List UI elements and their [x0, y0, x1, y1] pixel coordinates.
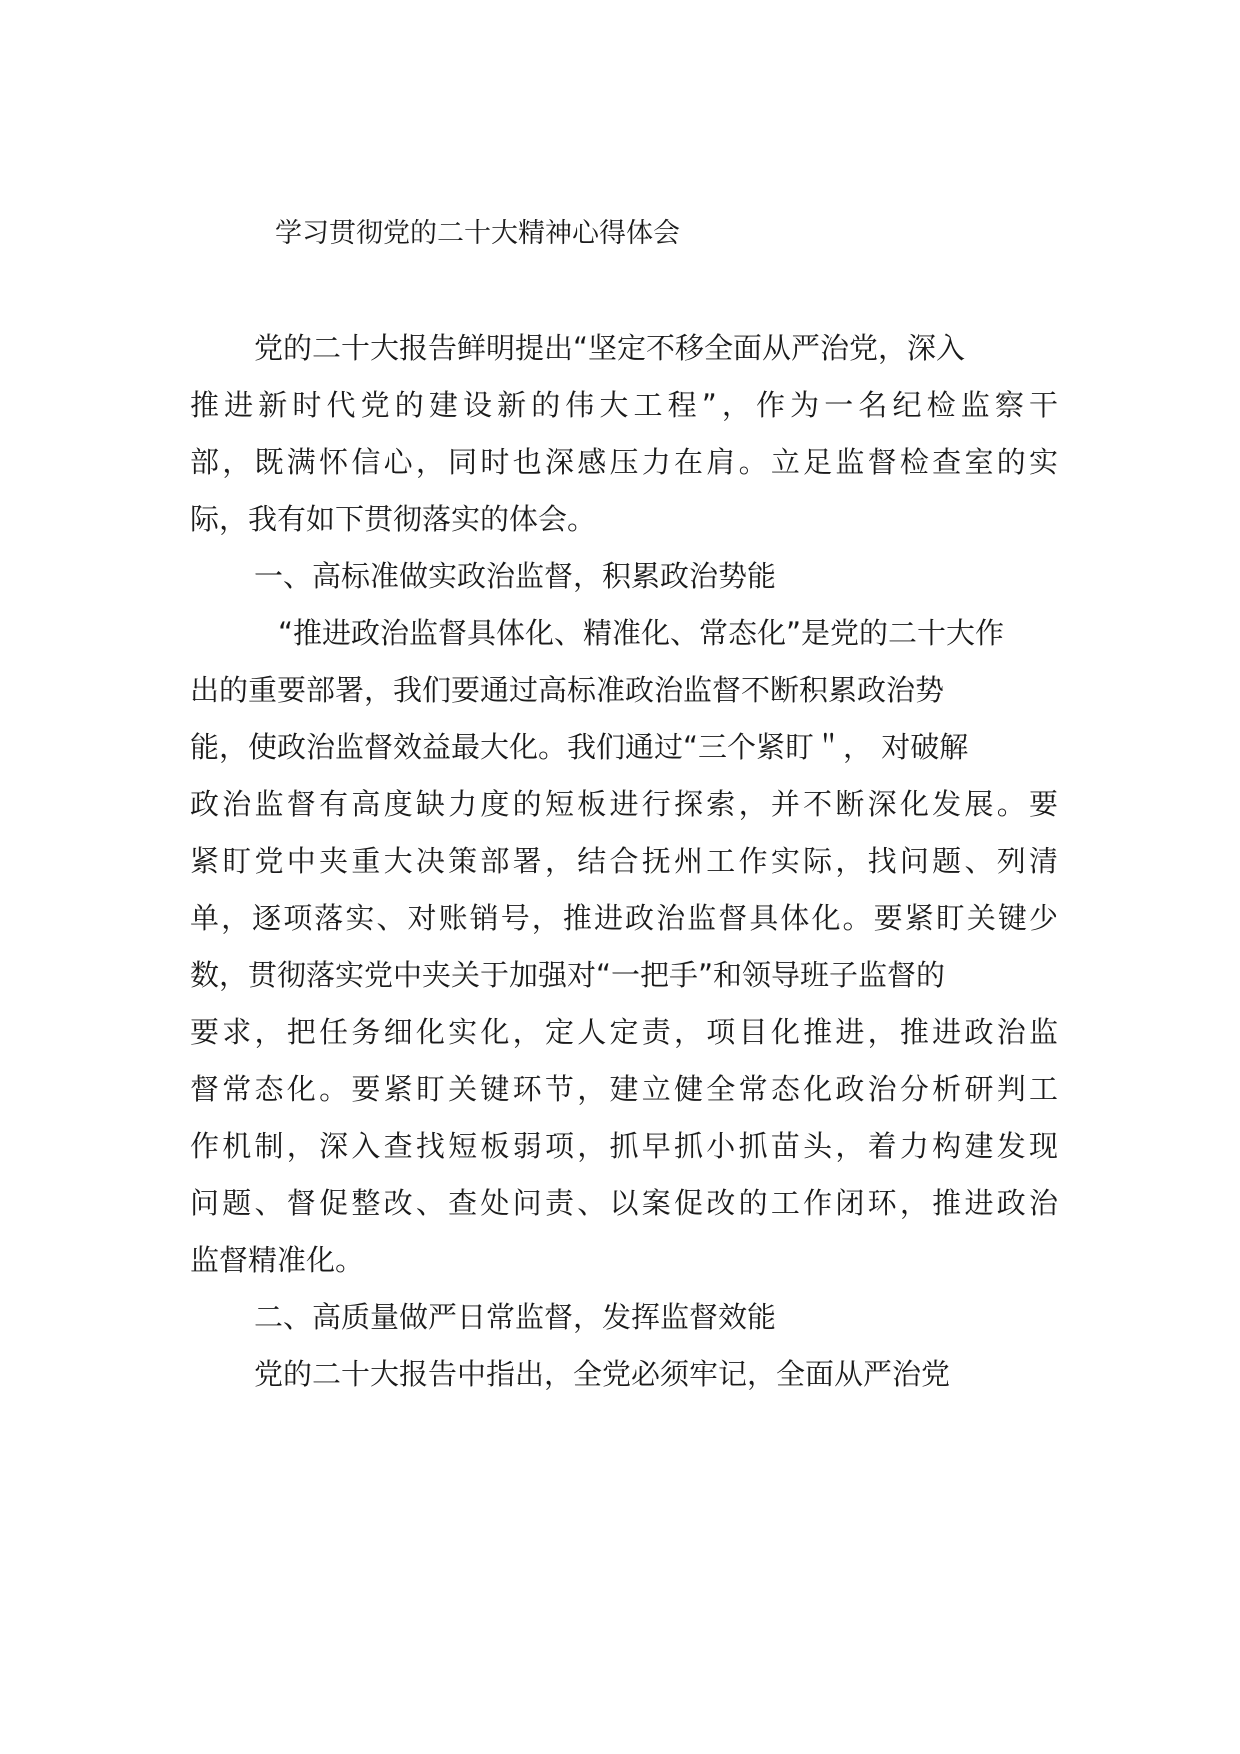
paragraph-line: 问题、督促整改、查处问责、以案促改的工作闭环，推进政治	[190, 1186, 1058, 1220]
paragraph-line: 党的二十大报告鲜明提出“坚定不移全面从严治党，深入	[254, 331, 966, 365]
paragraph-line: 政治监督有高度缺力度的短板进行探索，并不断深化发展。要	[190, 787, 1058, 821]
paragraph-line: 数，贯彻落实党中夹关于加强对“一把手”和领导班子监督的	[190, 958, 946, 992]
paragraph-line: 单，逐项落实、对账销号，推进政治监督具体化。要紧盯关键少	[190, 901, 1058, 935]
document-body	[190, 320, 1058, 1403]
paragraph-line: 部，既满怀信心，同时也深感压力在肩。立足监督检查室的实	[190, 445, 1058, 479]
paragraph-line: 紧盯党中夹重大决策部署，结合抚州工作实际，找问题、列清	[190, 844, 1058, 878]
paragraph-line: 作机制，深入查找短板弱项，抓早抓小抓苗头，着力构建发现	[190, 1129, 1058, 1163]
document-title: 学习贯彻党的二十大精神心得体会	[275, 218, 680, 249]
section-heading: 二、高质量做严日常监督，发挥监督效能	[254, 1300, 777, 1334]
paragraph-line: 督常态化。要紧盯关键环节，建立健全常态化政治分析研判工	[190, 1072, 1058, 1106]
paragraph-line: 出的重要部署，我们要通过高标准政治监督不断积累政治势	[190, 673, 945, 707]
paragraph-line: 能，使政治监督效益最大化。我们通过“三个紧盯＂， 对破解	[190, 730, 969, 764]
paragraph-line: “推进政治监督具体化、精准化、常态化”是党的二十大作	[278, 616, 1005, 650]
section-heading: 一、高标准做实政治监督，积累政治势能	[254, 559, 777, 593]
paragraph-line: 监督精准化。	[190, 1243, 365, 1277]
paragraph-line: 推进新时代党的建设新的伟大工程”，作为一名纪检监察干	[190, 388, 1058, 422]
paragraph-line: 际，我有如下贯彻落实的体会。	[190, 502, 597, 536]
paragraph-line: 要求，把任务细化实化，定人定责，项目化推进，推进政治监	[190, 1015, 1058, 1049]
paragraph-line: 党的二十大报告中指出，全党必须牢记，全面从严治党	[254, 1357, 951, 1391]
